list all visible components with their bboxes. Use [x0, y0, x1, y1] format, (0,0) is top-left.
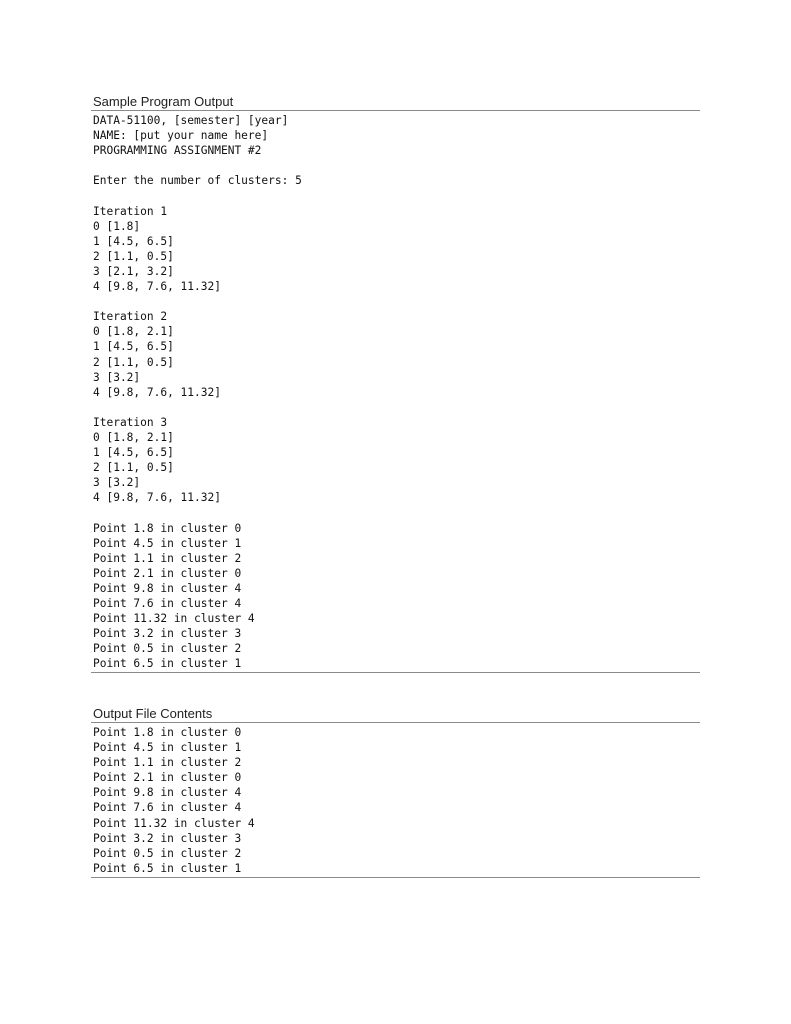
code-line: Point 4.5 in cluster 1: [93, 741, 242, 755]
code-line: 0 [1.8]: [93, 219, 141, 233]
code-line: 1 [4.5, 6.5]: [93, 340, 174, 354]
code-line: 0 [1.8, 2.1]: [93, 430, 174, 444]
code-line: Point 7.6 in cluster 4: [93, 801, 242, 815]
code-line: 2 [1.1, 0.5]: [93, 461, 174, 475]
code-line: Point 11.32 in cluster 4: [93, 816, 255, 830]
code-line: [93, 158, 700, 173]
code-line: 0 [1.8, 2.1]: [93, 325, 174, 339]
code-line: Point 3.2 in cluster 3: [93, 627, 242, 641]
code-line: [93, 294, 700, 309]
code-line: 3 [3.2]: [93, 476, 141, 490]
code-line: Point 6.5 in cluster 1: [93, 657, 242, 671]
sample-output-title: Sample Program Output: [91, 94, 700, 111]
code-line: Point 0.5 in cluster 2: [93, 642, 242, 656]
code-line: 2 [1.1, 0.5]: [93, 355, 174, 369]
code-line: Point 1.1 in cluster 2: [93, 756, 242, 770]
code-line: Iteration 3: [93, 415, 168, 429]
code-line: NAME: [put your name here]: [93, 129, 269, 143]
code-line: PROGRAMMING ASSIGNMENT #2: [93, 144, 262, 158]
code-line: Point 1.8 in cluster 0: [93, 726, 242, 739]
code-line: 4 [9.8, 7.6, 11.32]: [93, 491, 221, 505]
code-line: [93, 505, 700, 520]
code-line: 1 [4.5, 6.5]: [93, 446, 174, 460]
code-line: Point 11.32 in cluster 4: [93, 612, 255, 626]
output-file-title: Output File Contents: [91, 706, 700, 723]
code-line: Point 3.2 in cluster 3: [93, 831, 242, 845]
code-line: Point 2.1 in cluster 0: [93, 771, 242, 785]
sample-output-section: [91, 94, 700, 673]
sample-output-code: [91, 111, 700, 673]
code-line: Point 9.8 in cluster 4: [93, 581, 242, 595]
code-line: 3 [3.2]: [93, 370, 141, 384]
code-line: Point 4.5 in cluster 1: [93, 536, 242, 550]
code-line: 4 [9.8, 7.6, 11.32]: [93, 385, 221, 399]
code-line: [93, 188, 700, 203]
code-line: 4 [9.8, 7.6, 11.32]: [93, 280, 221, 294]
code-line: Point 6.5 in cluster 1: [93, 861, 242, 875]
code-line: 3 [2.1, 3.2]: [93, 264, 174, 278]
code-line: Point 1.8 in cluster 0: [93, 521, 242, 535]
output-file-section: [91, 706, 700, 878]
output-file-code: [91, 723, 700, 878]
code-line: Point 1.1 in cluster 2: [93, 551, 242, 565]
code-line: Iteration 2: [93, 310, 168, 324]
code-line: 2 [1.1, 0.5]: [93, 249, 174, 263]
code-line: 1 [4.5, 6.5]: [93, 234, 174, 248]
code-line: Point 9.8 in cluster 4: [93, 786, 242, 800]
code-line: Point 7.6 in cluster 4: [93, 597, 242, 610]
code-line: Point 0.5 in cluster 2: [93, 846, 242, 860]
code-line: DATA-51100, [semester] [year]: [93, 114, 289, 127]
code-line: [93, 400, 700, 415]
code-line: Enter the number of clusters: 5: [93, 174, 302, 188]
code-line: Iteration 1: [93, 204, 168, 218]
code-line: Point 2.1 in cluster 0: [93, 566, 242, 580]
